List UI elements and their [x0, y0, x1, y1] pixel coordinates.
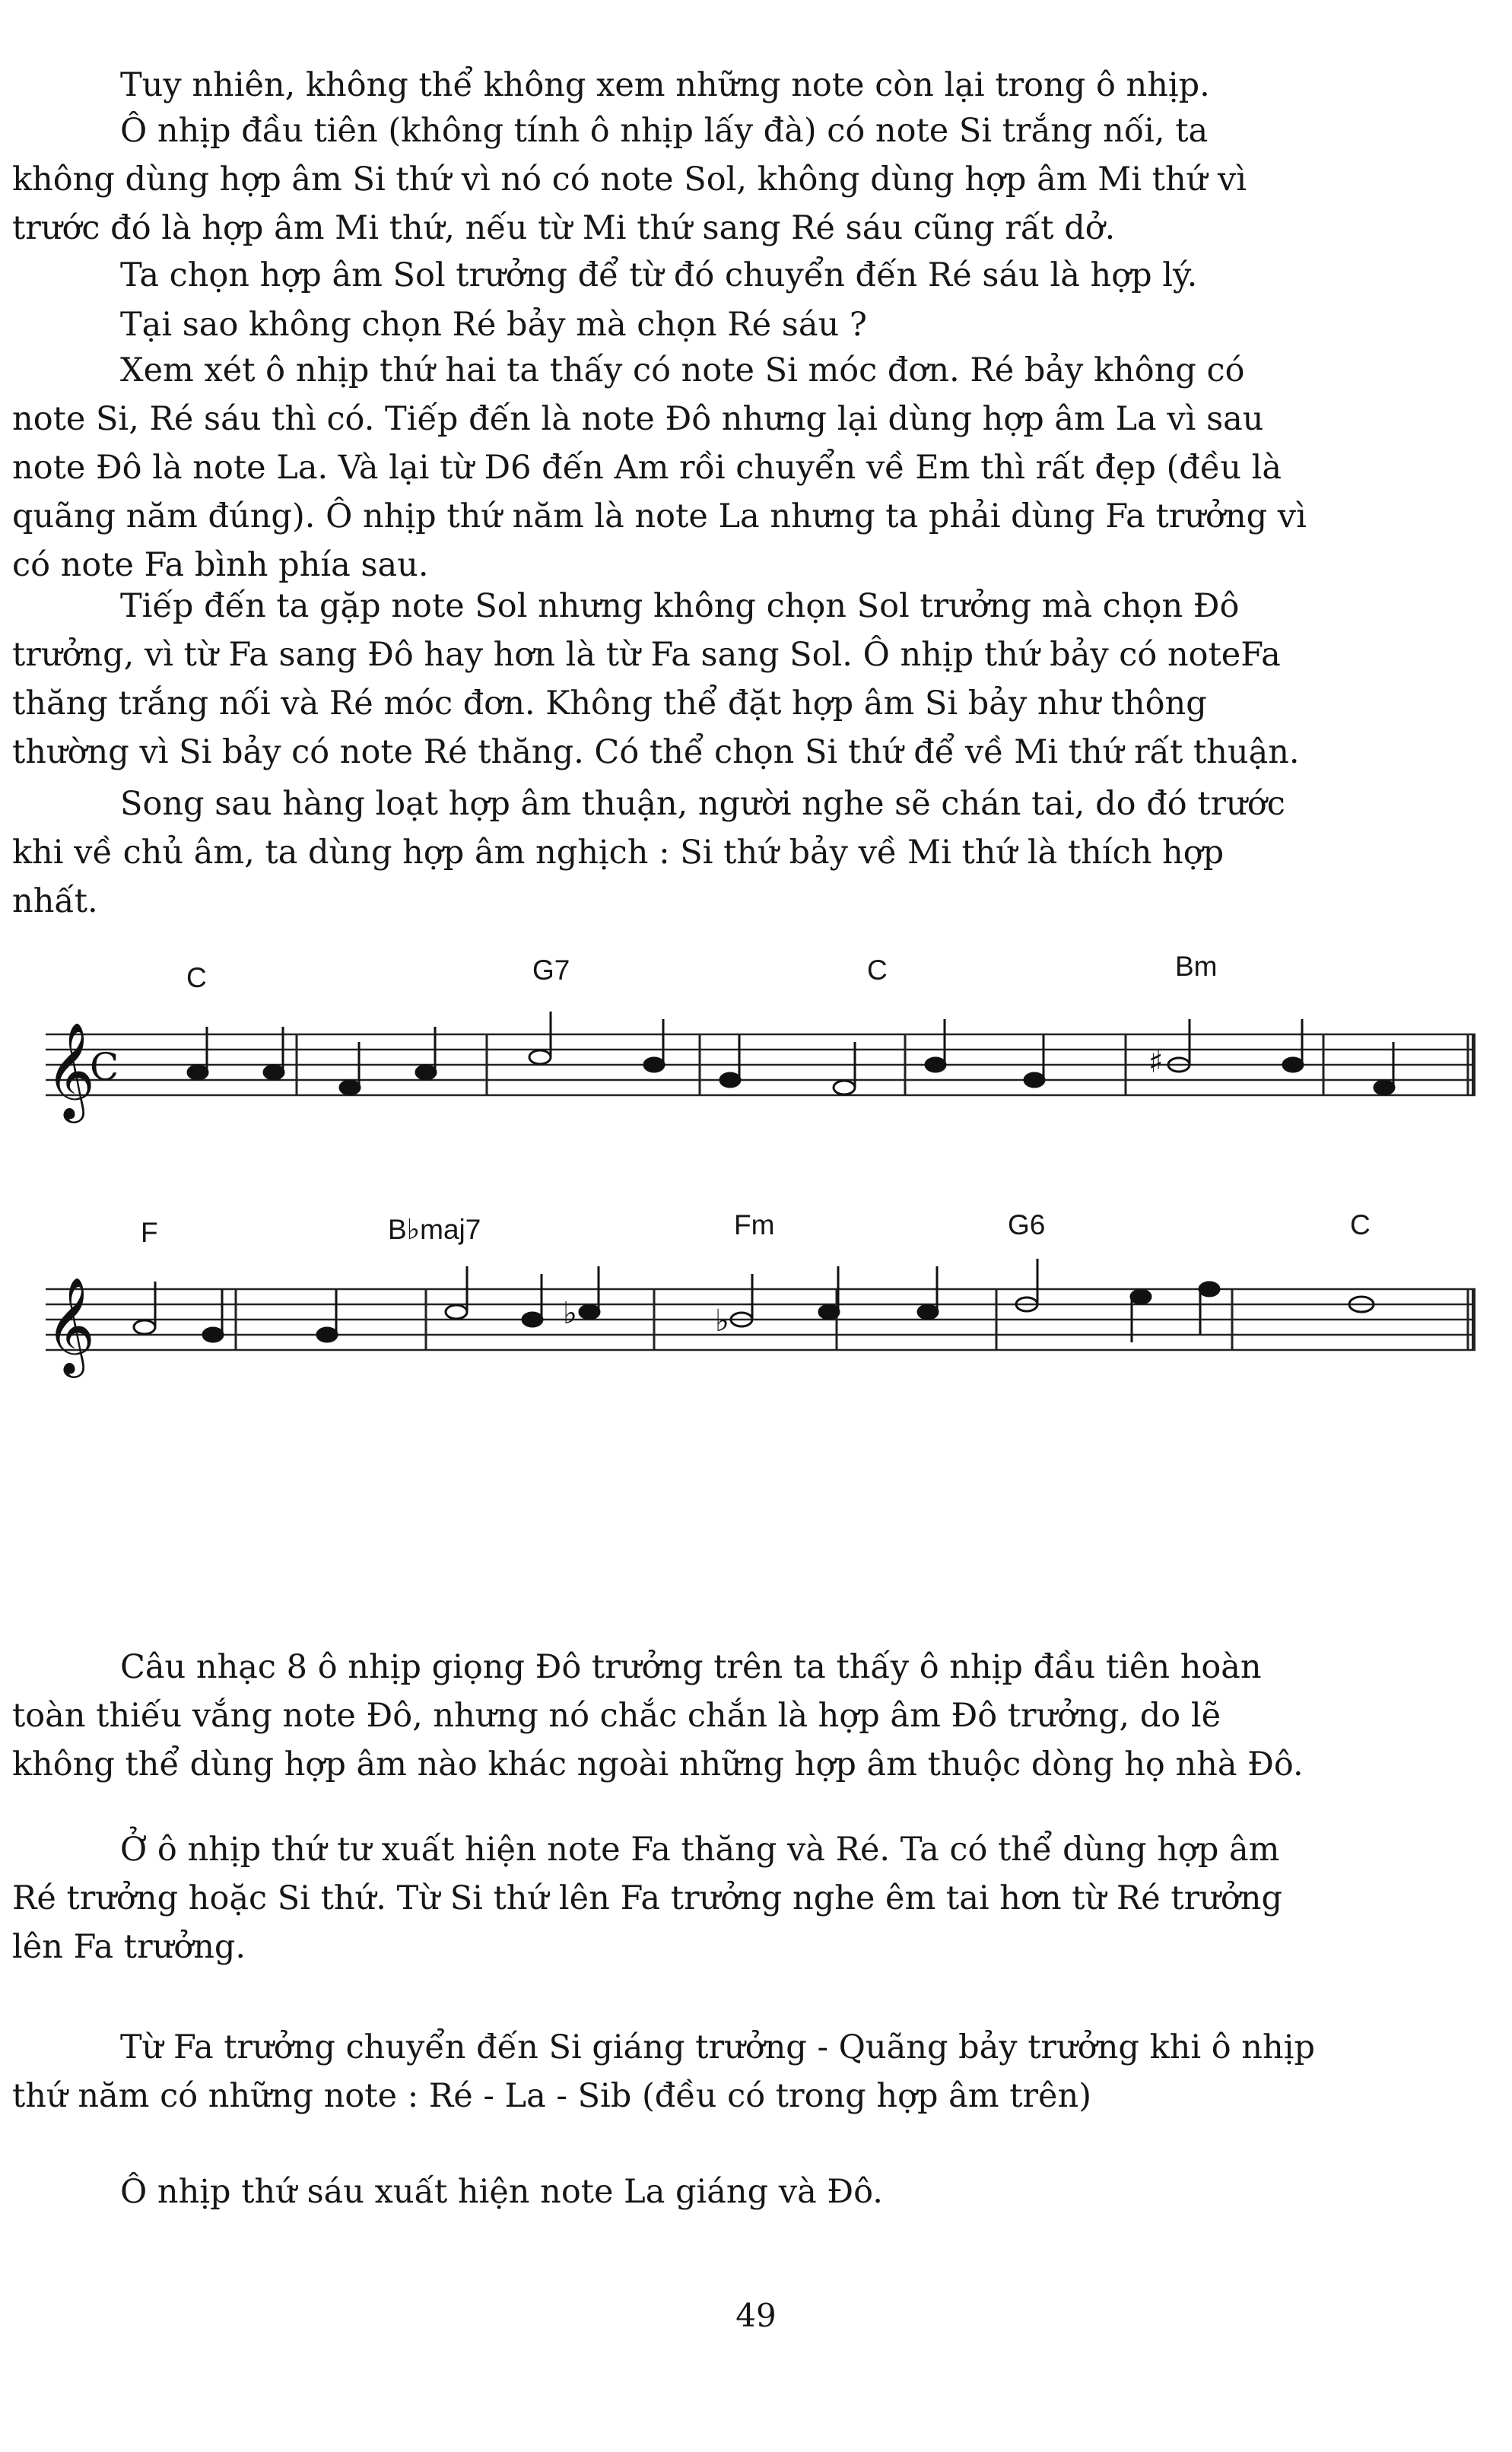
text-line: thứ năm có những note : Ré - La - Sib (đều có trong hợp âm trên): [12, 2077, 1091, 2115]
text-line: lên Fa trưởng.: [12, 1928, 246, 1966]
treble-clef-icon: 𝄞: [46, 1276, 96, 1374]
text-line: trước đó là hợp âm Mi thứ, nếu từ Mi thứ sang Ré sáu cũng rất dở.: [12, 209, 1116, 247]
chord-label: G6: [1008, 1209, 1046, 1240]
text-line: không dùng hợp âm Si thứ vì nó có note Sol, không dùng hợp âm Mi thứ vì: [12, 160, 1247, 199]
paragraph-1: [12, 61, 1495, 110]
page-number: 49: [735, 2297, 777, 2334]
text-line: Xem xét ô nhịp thứ hai ta thấy có note Si móc đơn. Ré bảy không có: [120, 351, 1245, 389]
chord-label: C: [1350, 1209, 1371, 1240]
notes-line-2: [134, 1259, 1374, 1342]
paragraph-11: [12, 2168, 1495, 2216]
paragraph-2: [12, 106, 1495, 253]
text-line: thường vì Si bảy có note Ré thăng. Có thể chọn Si thứ để về Mi thứ rất thuận.: [12, 733, 1300, 771]
text-line: Ô nhịp thứ sáu xuất hiện note La giáng và Đô.: [120, 2173, 883, 2211]
text-line: có note Fa bình phía sau.: [12, 546, 429, 584]
treble-clef-icon: 𝄞: [46, 1021, 96, 1119]
text-line: Câu nhạc 8 ô nhịp giọng Đô trưởng trên ta thấy ô nhịp đầu tiên hoàn: [120, 1648, 1262, 1686]
text-line: note Si, Ré sáu thì có. Tiếp đến là note Đô nhưng lại dùng hợp âm La vì sau: [12, 400, 1264, 438]
text-line: Từ Fa trưởng chuyển đến Si giáng trưởng - Quãng bảy trưởng khi ô nhịp: [120, 2028, 1315, 2066]
svg-text:♭: ♭: [715, 1304, 729, 1339]
paragraph-10: [12, 2023, 1495, 2120]
chord-label: B♭maj7: [388, 1214, 481, 1245]
text-line: Ô nhịp đầu tiên (không tính ô nhịp lấy đà) có note Si trắng nối, ta: [120, 112, 1209, 150]
chord-label: C: [867, 954, 888, 986]
paragraph-8: [12, 1643, 1495, 1789]
text-line: Tuy nhiên, không thể không xem những note còn lại trong ô nhịp.: [120, 66, 1210, 104]
chord-label: Fm: [734, 1209, 775, 1240]
paragraph-6: [12, 582, 1495, 777]
paragraph-4: [12, 300, 1495, 349]
chord-label: G7: [532, 954, 570, 986]
text-line: quãng năm đúng). Ô nhịp thứ năm là note La nhưng ta phải dùng Fa trưởng vì: [12, 497, 1307, 535]
text-line: note Đô là note La. Và lại từ D6 đến Am rồi chuyển về Em thì rất đẹp (đều là: [12, 449, 1282, 487]
text-line: Ở ô nhịp thứ tư xuất hiện note Fa thăng và Ré. Ta có thể dùng hợp âm: [120, 1831, 1280, 1869]
chord-label: Bm: [1175, 951, 1218, 982]
text-line: Ta chọn hợp âm Sol trưởng để từ đó chuyển đến Ré sáu là hợp lý.: [120, 256, 1198, 294]
text-line: trưởng, vì từ Fa sang Đô hay hơn là từ Fa sang Sol. Ô nhịp thứ bảy có noteFa: [12, 636, 1281, 674]
chord-label: F: [141, 1217, 158, 1248]
text-line: Song sau hàng loạt hợp âm thuận, người nghe sẽ chán tai, do đó trước: [120, 785, 1285, 823]
music-staff-2: [46, 1259, 1475, 1411]
paragraph-7: [12, 780, 1495, 926]
music-staff-1: [46, 1004, 1475, 1156]
svg-text:♯: ♯: [1148, 1045, 1164, 1080]
paragraph-9: [12, 1825, 1495, 1971]
text-line: Ré trưởng hoặc Si thứ. Từ Si thứ lên Fa trưởng nghe êm tai hơn từ Ré trưởng: [12, 1879, 1282, 1917]
svg-text:♭: ♭: [563, 1296, 577, 1331]
paragraph-3: [12, 251, 1495, 300]
text-line: Tại sao không chọn Ré bảy mà chọn Ré sáu ?: [120, 306, 867, 344]
text-line: Tiếp đến ta gặp note Sol nhưng không chọn Sol trưởng mà chọn Đô: [120, 587, 1240, 625]
text-line: thăng trắng nối và Ré móc đơn. Không thể đặt hợp âm Si bảy như thông: [12, 684, 1207, 723]
chord-label: C: [186, 962, 207, 993]
paragraph-5: [12, 346, 1495, 589]
common-time-icon: C: [90, 1045, 119, 1089]
notes-line-1: [188, 1012, 1394, 1094]
text-line: không thể dùng hợp âm nào khác ngoài những hợp âm thuộc dòng họ nhà Đô.: [12, 1745, 1304, 1783]
text-line: toàn thiếu vắng note Đô, nhưng nó chắc chắn là hợp âm Đô trưởng, do lẽ: [12, 1697, 1221, 1735]
text-line: nhất.: [12, 882, 98, 920]
text-line: khi về chủ âm, ta dùng hợp âm nghịch : Si thứ bảy về Mi thứ là thích hợp: [12, 834, 1225, 872]
